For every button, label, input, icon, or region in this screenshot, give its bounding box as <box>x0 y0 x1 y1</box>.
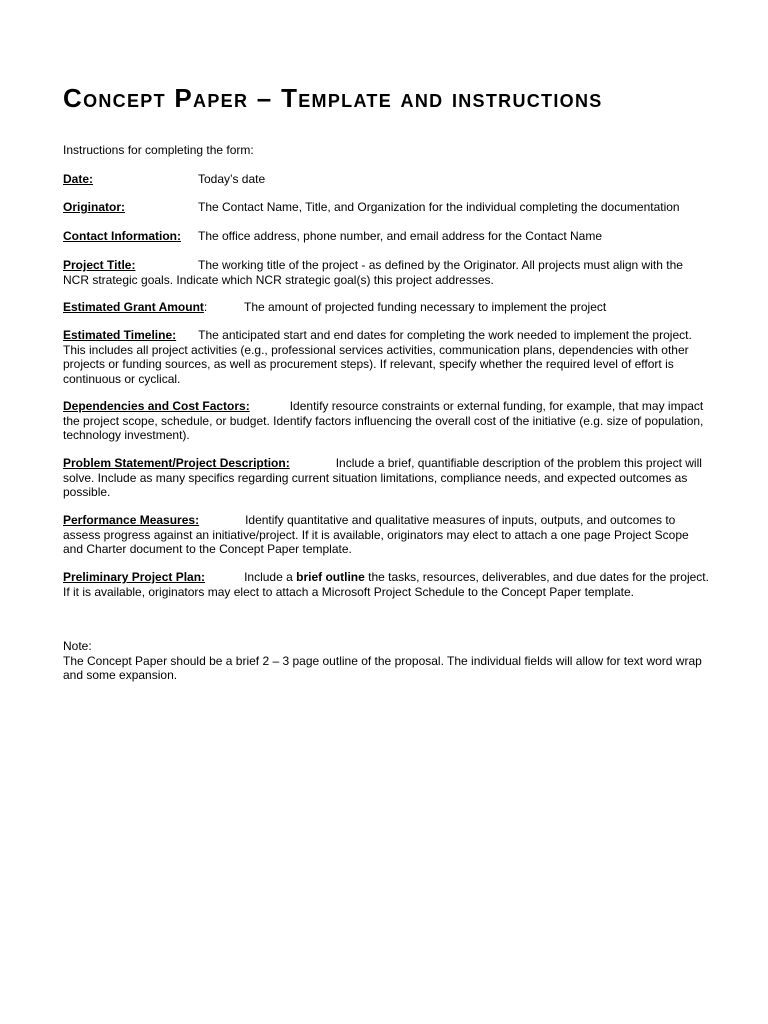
field-preliminary-project-plan <box>63 570 709 599</box>
field-label: Estimated Grant Amount <box>63 300 204 314</box>
field-label-colon: : <box>203 300 208 314</box>
intro-text: Instructions for completing the form: <box>63 143 254 157</box>
field-performance-measures <box>63 513 709 557</box>
field-date <box>63 172 709 187</box>
field-text: Include a brief, quantifiable description of the problem this project will solve. Include as many specifics regarding current situation limitations, compliance needs, and expected outcomes as possible. <box>63 456 702 499</box>
field-text: The office address, phone number, and email address for the Contact Name <box>198 229 603 243</box>
page-title: Concept Paper – Template and instructions <box>63 83 603 113</box>
field-estimated-timeline <box>63 328 709 386</box>
field-dependencies-cost-factors <box>63 399 709 443</box>
field-label: Contact Information: <box>63 229 181 243</box>
field-label: Project Title: <box>63 258 136 272</box>
field-text-after: the tasks, resources, deliverables, and due dates for the project. If it is available, originators may elect to attach a Microsoft Project Schedule to the Concept Paper template. <box>63 570 709 599</box>
field-text: Identify quantitative and qualitative measures of inputs, outputs, and outcomes to assess progress against an initiative/project. If it is available, originators may elect to attach a one page Project Scope and Charter document to the Concept Paper template. <box>63 513 689 556</box>
field-label: Performance Measures: <box>63 513 200 527</box>
field-label: Dependencies and Cost Factors: <box>63 399 250 413</box>
field-project-title <box>63 258 709 287</box>
field-text: The anticipated start and end dates for completing the work needed to implement the project. This includes all project activities (e.g., professional services activities, communication plans, dependencies with other projects or funding sources, as well as procurement steps). If relevant, specify whether the required level of effort is continuous or cyclical. <box>63 328 692 386</box>
field-text: The amount of projected funding necessary to implement the project <box>244 300 607 314</box>
field-label: Preliminary Project Plan: <box>63 570 206 584</box>
field-text-before: Include a <box>244 570 297 584</box>
field-problem-statement <box>63 456 709 500</box>
field-originator <box>63 200 709 215</box>
note-label: Note: <box>63 639 92 653</box>
field-text: Identify resource constraints or external funding, for example, that may impact the project scope, schedule, or budget. Identify factors influencing the overall cost of the initiative (e.g. size of population, technology investment). <box>63 399 704 442</box>
field-estimated-grant-amount <box>63 300 709 315</box>
field-text: The Contact Name, Title, and Organization for the individual completing the documentation <box>198 200 680 214</box>
note-section <box>63 639 713 683</box>
field-label: Problem Statement/Project Description: <box>63 456 290 470</box>
field-text-bold: brief outline <box>296 570 365 584</box>
field-label: Date: <box>63 172 94 186</box>
field-text: Today’s date <box>198 172 266 186</box>
note-text: The Concept Paper should be a brief 2 – 3 page outline of the proposal. The individual fields will allow for text word wrap and some expansion. <box>63 653 702 682</box>
field-label: Estimated Timeline: <box>63 328 177 342</box>
field-label: Originator: <box>63 200 125 214</box>
field-contact-information <box>63 229 709 244</box>
field-text: The working title of the project - as defined by the Originator. All projects must align with the NCR strategic goals. Indicate which NCR strategic goal(s) this project addresses. <box>63 258 683 287</box>
